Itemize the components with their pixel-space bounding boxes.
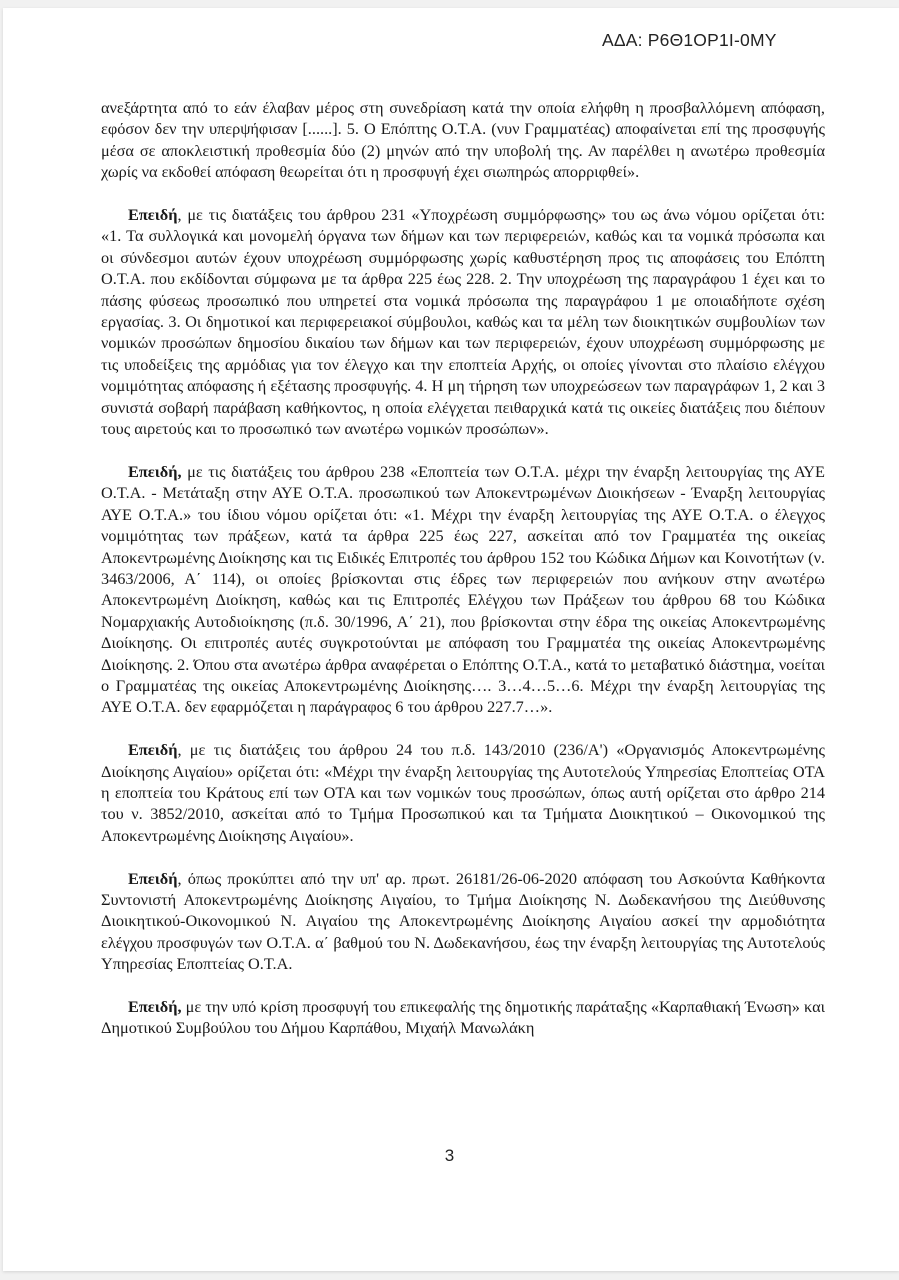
paragraph-text: με τις διατάξεις του άρθρου 238 «Εποπτεία των Ο.Τ.Α. μέχρι την έναρξη λειτουργίας της ΑΥΕ Ο.Τ.Α. - Μετάταξη στην ΑΥΕ Ο.Τ.Α. προσωπικού των Αποκεντρωμένων Διοικήσεων - Έναρξη λειτουργίας ΑΥΕ Ο.Τ.Α.» του ίδιου νόμου ορίζεται ότι: «1. Μέχρι την έναρξη λειτουργίας της ΑΥΕ Ο.Τ.Α. ο έλεγχος νομιμότητας των πράξεων, κατά τα άρθρα 225 έως 227, ασκείται από τον Γραμματέα της οικείας Αποκεντρωμένης Διοίκησης και τις Ειδικές Επιτροπές του άρθρου 152 του Κώδικα Δήμων και Κοινοτήτων (ν. 3463/2006, Α΄ 114), οι οποίες βρίσκονται στις έδρες των περιφερειών που ανήκουν στην ανωτέρω Αποκεντρωμένη Διοίκηση, καθώς και τις Επιτροπές Ελέγχου των Πράξεων του άρθρου 68 του Κώδικα Νομαρχιακής Αυτοδιοίκησης (π.δ. 30/1996, Α΄ 21), που βρίσκονται στην έδρα της οικείας Αποκεντρωμένης Διοίκησης. Οι επιτροπές αυτές συγκροτούνται με απόφαση του Γραμματέα της οικείας Αποκεντρωμένης Διοίκησης. 2. Όπου στα ανωτέρω άρθρα αναφέρεται ο Επόπτης Ο.Τ.Α., κατά το μεταβατικό διάστημα, νοείται ο Γραμματέας της οικείας Αποκεντρωμένης Διοίκησης…. 3…4…5…6. Μέχρι την έναρξη λειτουργίας της ΑΥΕ Ο.Τ.Α. δεν εφαρμόζεται η παράγραφος 6 του άρθρου 227.7…».	[101, 461, 825, 717]
paragraph-article-238	[101, 461, 825, 718]
paragraph-pd-143-2010	[101, 739, 825, 846]
page-number: 3	[444, 1146, 455, 1165]
paragraph-appeal	[101, 996, 825, 1039]
paragraph-text: , με τις διατάξεις του άρθρου 231 «Υποχρέωση συμμόρφωσης» του ως άνω νόμου ορίζεται ότι: «1. Τα συλλογικά και μονομελή όργανα των δήμων και των περιφερειών, καθώς και τα νομικά πρόσωπα και οι σύνδεσμοι αυτών έχουν υποχρέωση συμμόρφωσης χωρίς καθυστέρηση προς τις αποφάσεις του Επόπτη Ο.Τ.Α. που εκδίδονται σύμφωνα με τα άρθρα 225 έως 228. 2. Την υποχρέωση της παραγράφου 1 έχει και το πάσης φύσεως προσωπικό που υπηρετεί στα νομικά πρόσωπα της παραγράφου 1 με οποιαδήποτε σχέση εργασίας. 3. Οι δημοτικοί και περιφερειακοί σύμβουλοι, καθώς και τα μέλη των διοικητικών συμβουλίων των νομικών προσώπων δημοσίου δικαίου των δήμων και των περιφερειών, έχουν υποχρέωση συμμόρφωσης με τις υποδείξεις της αρμόδιας για τον έλεγχο και την εποπτεία Αρχής, οι οποίες γίνονται στο πλαίσιο ελέγχου νομιμότητας απόφασης ή εξέτασης προσφυγής. 4. Η μη τήρηση των υποχρεώσεων των παραγράφων 1, 2 και 3 συνιστά σοβαρή παράβαση καθήκοντος, η οποία ελέγχεται πειθαρχικά κατά τις οικείες διατάξεις που διέπουν τους αιρετούς και το προσωπικό των ανωτέρω νομικών προσώπων».	[101, 205, 825, 439]
paragraph-continuation	[101, 97, 825, 183]
paragraph-lead: Επειδή,	[128, 996, 182, 1016]
paragraph-text: ανεξάρτητα από το εάν έλαβαν μέρος στη συνεδρίαση κατά την οποία ελήφθη η προσβαλλόμενη απόφαση, εφόσον δεν την υπερψήφισαν [......]. 5. Ο Επόπτης Ο.Τ.Α. (νυν Γραμματέας) αποφαίνεται επί της προσφυγής μέσα σε αποκλειστική προθεσμία δύο (2) μηνών από την υποβολή της. Αν παρέλθει η ανωτέρω προθεσμία χωρίς να εκδοθεί απόφαση θεωρείται ότι η προσφυγή έχει σιωπηρώς απορριφθεί».	[101, 98, 825, 182]
paragraph-decision-26181	[101, 868, 825, 975]
paragraph-lead: Επειδή	[128, 740, 178, 760]
paragraph-lead: Επειδή,	[128, 461, 182, 481]
document-body	[101, 97, 825, 1060]
paragraph-article-231	[101, 204, 825, 439]
ada-identifier: ΑΔΑ: Ρ6Θ1ΟΡ1Ι-0ΜΥ	[602, 30, 777, 50]
paragraph-lead: Επειδή	[128, 205, 178, 225]
paragraph-text: , με τις διατάξεις του άρθρου 24 του π.δ. 143/2010 (236/Α') «Οργανισμός Αποκεντρωμένης Διοίκησης Αιγαίου» ορίζεται ότι: «Μέχρι την έναρξη λειτουργίας της Αυτοτελούς Υπηρεσίας Εποπτείας ΟΤΑ η εποπτεία του Κράτους επί των ΟΤΑ και των νομικών τους προσώπων, όπως αυτή ορίζεται στο άρθρο 214 του ν. 3852/2010, ασκείται από το Τμήμα Προσωπικού και τα Τμήματα Διοικητικού – Οικονομικού της Αποκεντρωμένης Διοίκησης Αιγαίου».	[101, 740, 825, 845]
document-page	[3, 8, 899, 1271]
paragraph-lead: Επειδή	[128, 868, 178, 888]
paragraph-text: , όπως προκύπτει από την υπ' αρ. πρωτ. 26181/26-06-2020 απόφαση του Ασκούντα Καθήκοντα Συντονιστή Αποκεντρωμένης Διοίκησης Αιγαίου, το Τμήμα Διοίκησης Ν. Δωδεκανήσου της Διεύθυνσης Διοικητικού-Οικονομικού Ν. Αιγαίου της Αποκεντρωμένης Διοίκησης Αιγαίου ασκεί την αρμοδιότητα ελέγχου προσφυγών των Ο.Τ.Α. α΄ βαθμού του Ν. Δωδεκανήσου, έως την έναρξη λειτουργίας της Αυτοτελούς Υπηρεσίας Εποπτείας Ο.Τ.Α.	[101, 868, 825, 974]
paragraph-text: με την υπό κρίση προσφυγή του επικεφαλής της δημοτικής παράταξης «Καρπαθιακή Ένωση» και Δημοτικού Συμβούλου του Δήμου Καρπάθου, Μιχαήλ Μανωλάκη	[101, 996, 825, 1038]
